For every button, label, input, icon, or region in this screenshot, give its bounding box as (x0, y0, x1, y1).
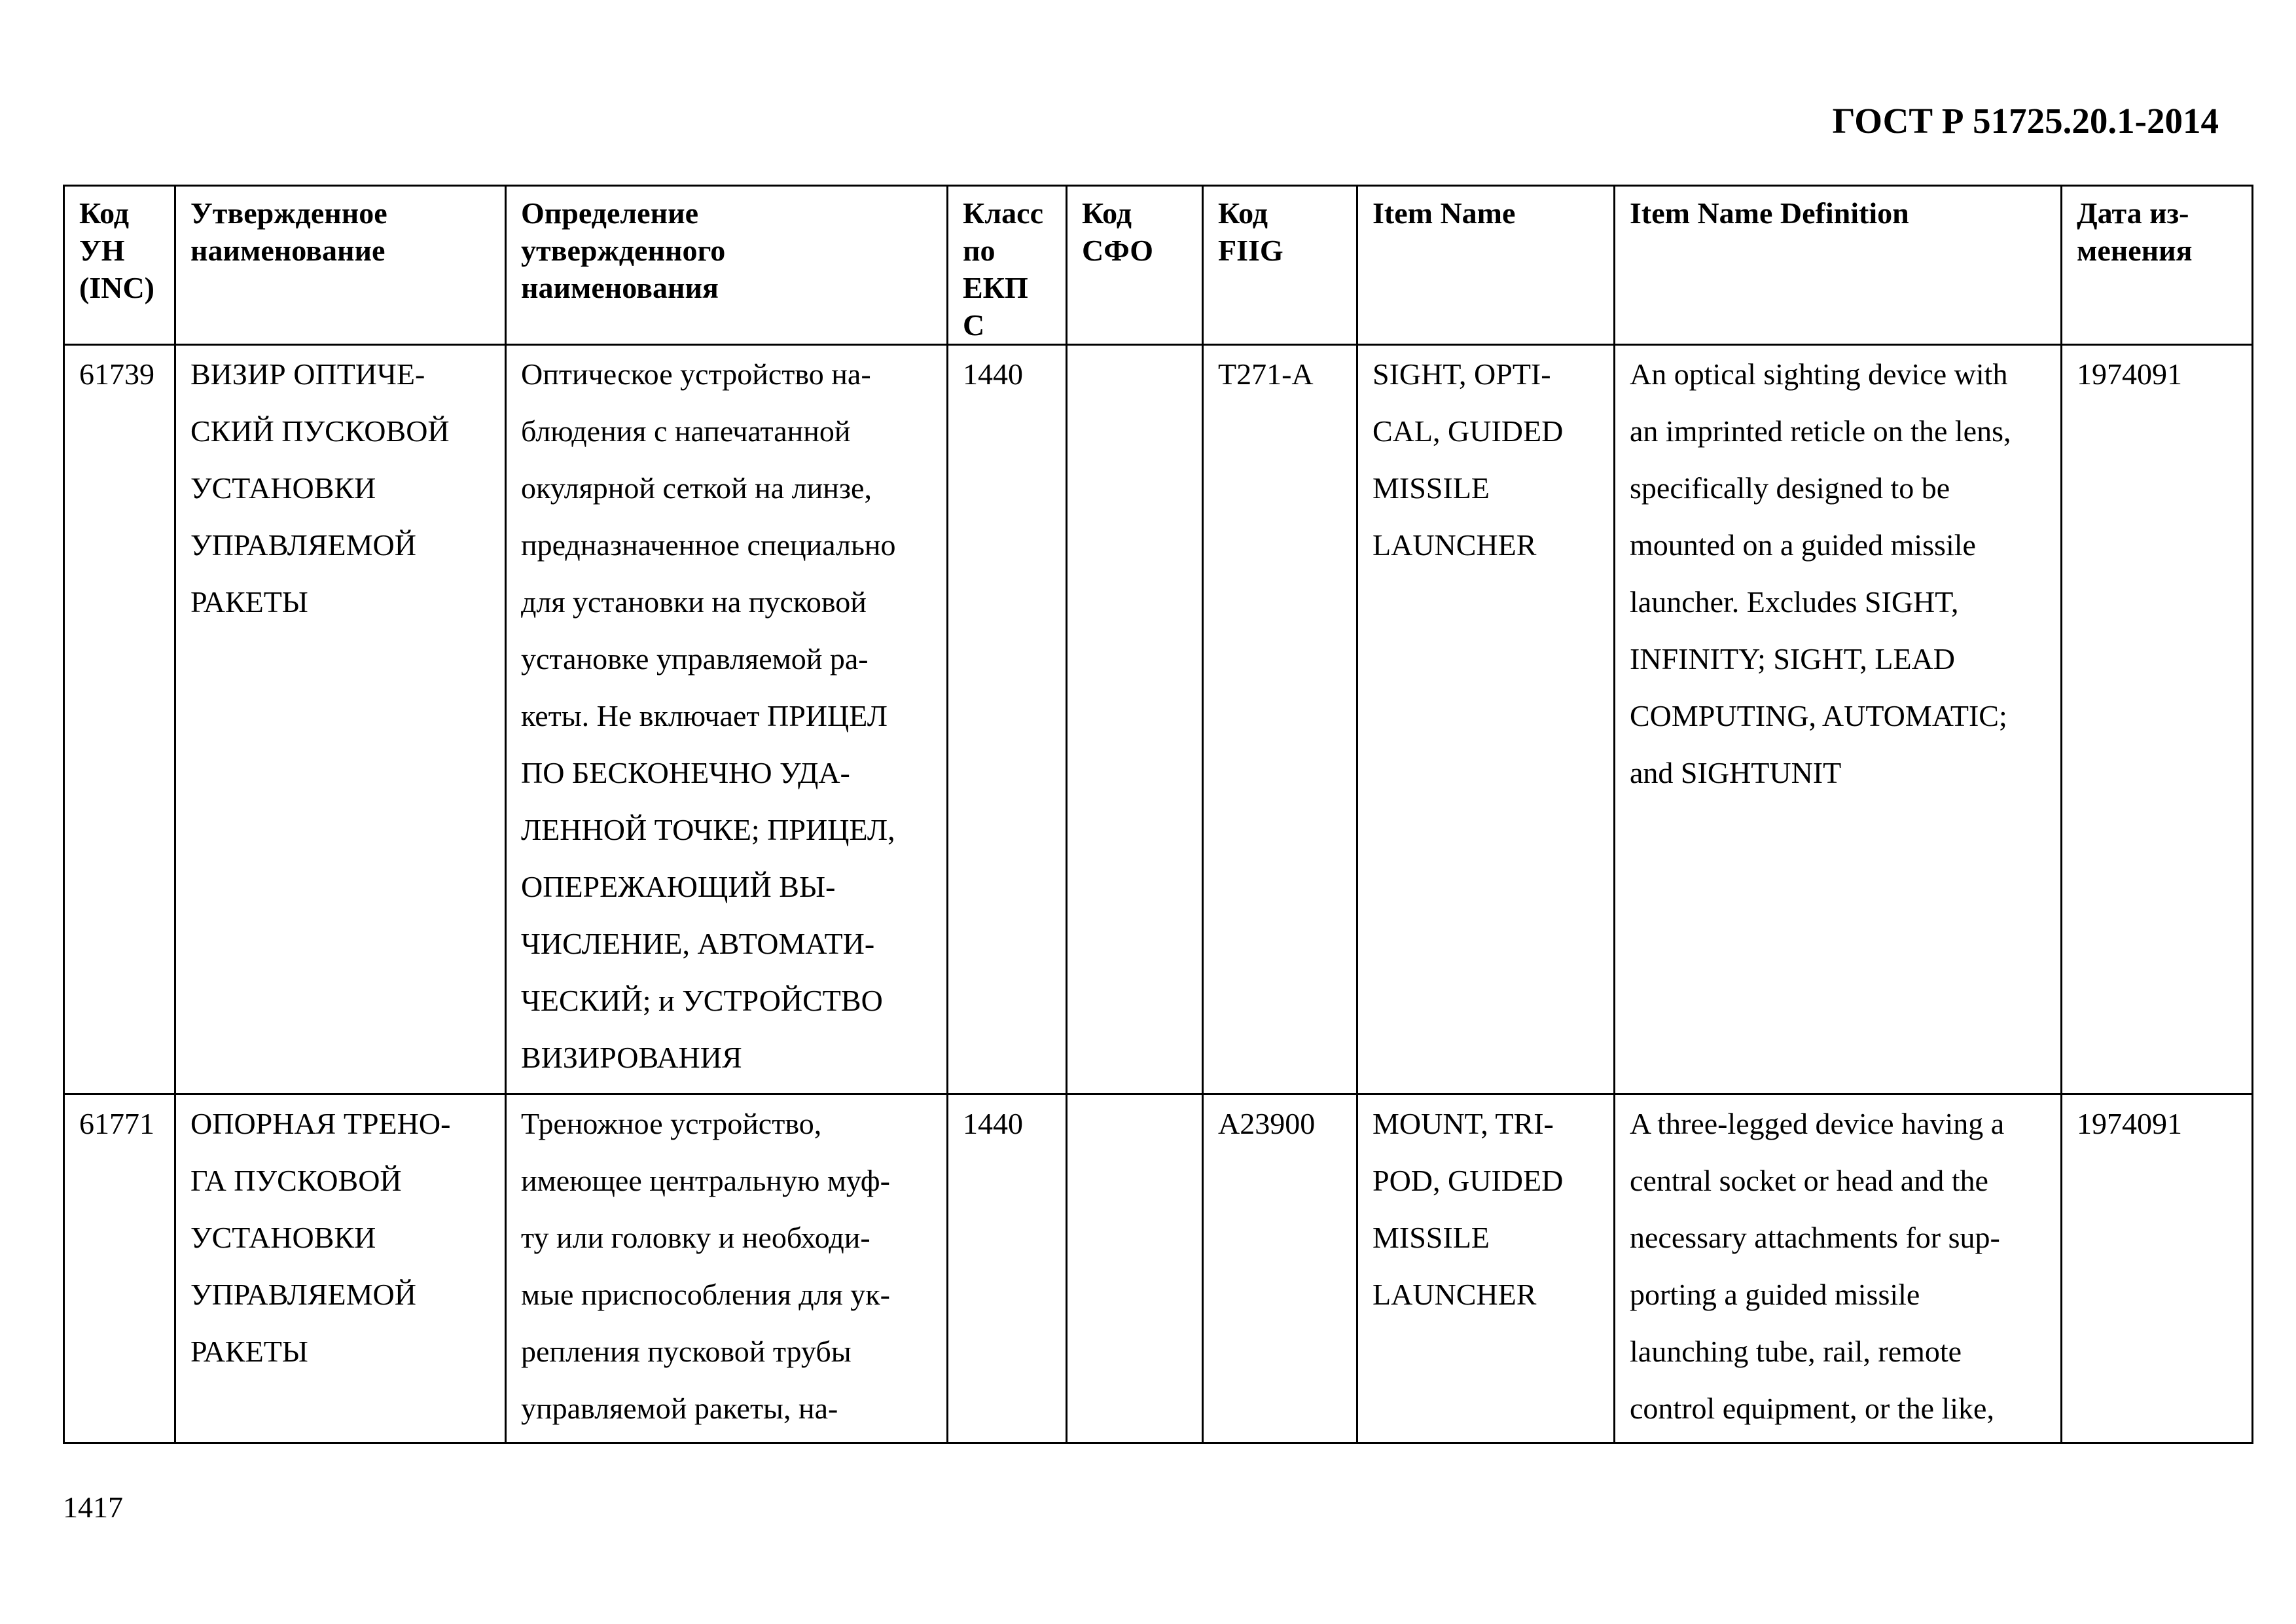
cell-approved-name: ОПОРНАЯ ТРЕНО- ГА ПУСКОВОЙ УСТАНОВКИ УПРАВЛЯЕМОЙ РАКЕТЫ (175, 1094, 506, 1443)
cell-definition: Треножное устройство, имеющее центральную муф- ту или головку и необходи- мые приспособления для ук- репления пусковой трубы управляемой ракеты, на- (506, 1094, 948, 1443)
cell-inc: 61771 (64, 1094, 175, 1443)
cell-sfo-code (1067, 1094, 1203, 1443)
cell-definition: Оптическое устройство на- блюдения с напечатанной окулярной сеткой на линзе, предназначенное специально для установки на пусковой установке управляемой ра- кеты. Не включает ПРИЦЕЛ ПО БЕСКОНЕЧНО УДА- ЛЕННОЙ ТОЧКЕ; ПРИЦЕЛ, ОПЕРЕЖАЮЩИЙ ВЫ- ЧИСЛЕНИЕ, АВТОМАТИ- ЧЕСКИЙ; и УСТРОЙСТВО ВИЗИРОВАНИЯ (506, 345, 948, 1094)
table-row (64, 345, 2253, 1094)
header-ekps-class: Класс по ЕКП С (948, 186, 1067, 345)
cell-item-name-definition: A three-legged device having a central socket or head and the necessary attachments for sup- porting a guided missile launching tube, rail, remote control equipment, or the like, (1615, 1094, 2062, 1443)
catalog-table (63, 185, 2253, 1444)
header-definition: Определение утвержденного наименования (506, 186, 948, 345)
cell-item-name: MOUNT, TRI- POD, GUIDED MISSILE LAUNCHER (1357, 1094, 1615, 1443)
header-item-name: Item Name (1357, 186, 1615, 345)
cell-ekps-class: 1440 (948, 345, 1067, 1094)
table-row (64, 1094, 2253, 1443)
header-item-name-definition: Item Name Definition (1615, 186, 2062, 345)
cell-fiig-code: T271-A (1203, 345, 1357, 1094)
header-approved-name: Утвержденное наименование (175, 186, 506, 345)
document-standard-code: ГОСТ Р 51725.20.1-2014 (1832, 101, 2219, 141)
header-change-date: Дата из- менения (2062, 186, 2253, 345)
table-header-row (64, 186, 2253, 345)
cell-sfo-code (1067, 345, 1203, 1094)
header-fiig-code: Код FIIG (1203, 186, 1357, 345)
header-sfo-code: Код СФО (1067, 186, 1203, 345)
cell-change-date: 1974091 (2062, 1094, 2253, 1443)
page-number: 1417 (63, 1490, 123, 1524)
cell-approved-name: ВИЗИР ОПТИЧЕ- СКИЙ ПУСКОВОЙ УСТАНОВКИ УПРАВЛЯЕМОЙ РАКЕТЫ (175, 345, 506, 1094)
cell-inc: 61739 (64, 345, 175, 1094)
header-inc: Код УН (INC) (64, 186, 175, 345)
cell-item-name-definition: An optical sighting device with an imprinted reticle on the lens, specifically designed to be mounted on a guided missile launcher. Excludes SIGHT, INFINITY; SIGHT, LEAD COMPUTING, AUTOMATIC; and SIGHTUNIT (1615, 345, 2062, 1094)
cell-fiig-code: A23900 (1203, 1094, 1357, 1443)
cell-change-date: 1974091 (2062, 345, 2253, 1094)
cell-ekps-class: 1440 (948, 1094, 1067, 1443)
cell-item-name: SIGHT, OPTI- CAL, GUIDED MISSILE LAUNCHER (1357, 345, 1615, 1094)
